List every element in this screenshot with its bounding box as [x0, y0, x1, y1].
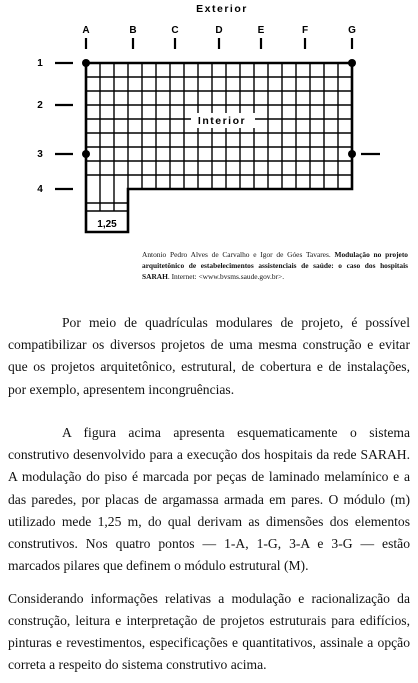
pillar-1-g	[348, 59, 356, 67]
column-label-f: F	[301, 25, 309, 36]
caption-authors: Antonio Pedro Alves de Carvalho e Igor de Góes Tavares.	[142, 250, 331, 259]
column-label-g: G	[348, 25, 356, 36]
interior-label: Interior	[197, 115, 247, 127]
paragraph-3: Considerando informações relativas a modulação e racionalização da construção, leitura e interpretação de projetos estruturais para edifícios, pinturas e revestimentos, especificações e quantitativos, assinale a opção correta a respeito do sistema construtivo acima.	[8, 591, 410, 672]
column-label-b: B	[129, 25, 137, 36]
paragraph-2: A figura acima apresenta esquematicamente o sistema construtivo desenvolvido para a execução dos hospitais da rede SARAH. A modulação do piso é marcada por peças de laminado melamínico e a das paredes, por placas de argamassa armada em pares. O módulo (m) utilizado mede 1,25 m, do qual derivam as dimensões dos elementos construtivos. Nos quatro pontos — 1-A, 1-G, 3-A e 3-G — estão marcados pilares que definem o módulo estrutural (M).	[8, 425, 410, 574]
figure-caption	[142, 249, 408, 282]
column-label-e: E	[257, 25, 265, 36]
column-label-d: D	[215, 25, 223, 36]
module-label: 1,25	[97, 219, 117, 230]
row-label-1: 1	[37, 58, 43, 69]
pillar-3-g	[348, 150, 356, 158]
pillar-3-a	[82, 150, 90, 158]
exterior-label: Exterior	[196, 3, 248, 15]
pillar-1-a	[82, 59, 90, 67]
column-label-a: A	[82, 25, 90, 36]
caption-title: Modulação no projeto arquitetônico de estabelecimentos assistenciais de saúde: o caso dos hospitais SARAH	[142, 250, 408, 281]
caption-source: . Internet: <www.bvsms.saude.gov.br>.	[167, 272, 285, 281]
row-label-3: 3	[37, 149, 43, 160]
row-label-4: 4	[37, 184, 43, 195]
column-label-c: C	[171, 25, 179, 36]
row-label-2: 2	[37, 100, 43, 111]
modular-grid-figure	[0, 0, 418, 245]
paragraph-1: Por meio de quadrículas modulares de projeto, é possível compatibilizar os diversos projetos de uma mesma construção e evitar que os projetos arquitetônico, estrutural, de cobertura e de instalações, por exemplo, apresentem incongruências.	[8, 315, 410, 397]
column-labels	[82, 25, 356, 49]
